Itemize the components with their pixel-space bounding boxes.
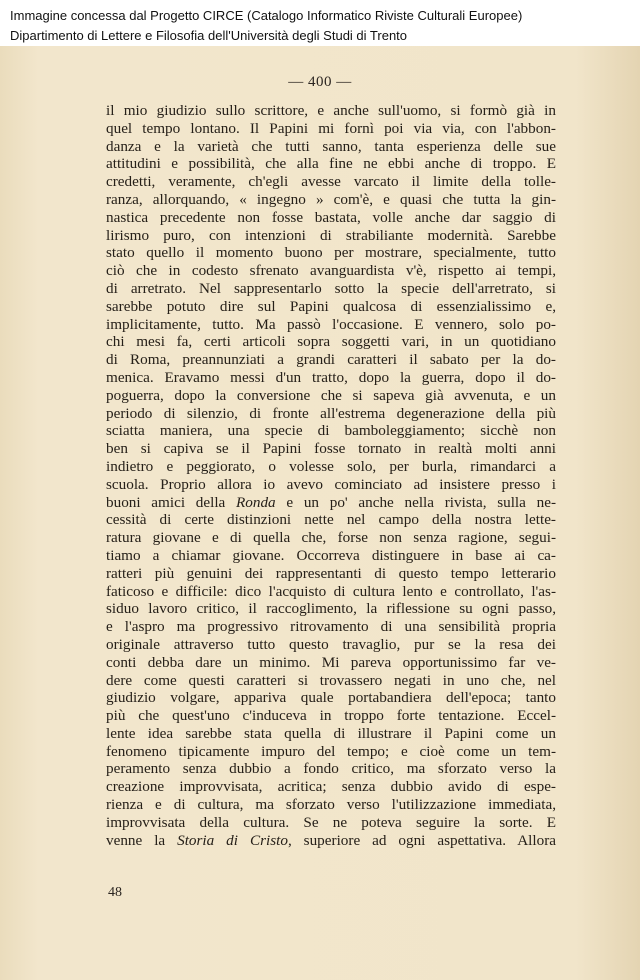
- text-line: siduo lavoro critico, il raccoglimento, la riflessione su ogni passo,: [106, 600, 556, 618]
- text-line: ratteri più genuini dei rappresentanti di questo tempo letterario: [106, 564, 556, 582]
- source-banner: [0, 0, 640, 46]
- banner-department-line: Dipartimento di Lettere e Filosofia dell'Università degli Studi di Trento: [10, 28, 408, 43]
- text-line: chi mesi fa, certi articoli sopra soggetti vari, in un quotidiano: [106, 333, 556, 351]
- body-text: [106, 102, 556, 849]
- text-line: fenomeno tipicamente impuro del tempo; e cioè come un tem-: [106, 742, 556, 760]
- text-line: di Roma, preannunziati a grandi caratteri il sabato per la do-: [106, 351, 556, 369]
- text-line: quel tempo lontano. Il Papini mi fornì poi via via, con l'abbon-: [106, 119, 556, 137]
- text-line: cessità di certe distinzioni nette nel campo della nostra lette-: [106, 511, 556, 529]
- text-line: il mio giudizio sullo scrittore, e anche sull'uomo, si formò già in: [106, 102, 556, 119]
- text-line: giudizio volgare, appariva quale portabandiera dell'epoca; tanto: [106, 689, 556, 707]
- text-line: indietro e peggiorato, o volesse solo, per burla, rimandarci a: [106, 457, 556, 475]
- text-line: tiamo a chiamar giovane. Occorreva distinguere in base ai ca-: [106, 546, 556, 564]
- text-line: faticoso e difficile: dico l'acquisto di cultura lento e controllato, l'as-: [106, 582, 556, 600]
- text-line: rienza e di cultura, ma sforzato verso l'utilizzazione immediata,: [106, 796, 556, 814]
- text-line: ranza, allorquando, « ingegno » com'è, e quasi che tutta la gin-: [106, 190, 556, 208]
- text-line: implicitamente, tutto. Ma passò l'occasione. E vennero, solo po-: [106, 315, 556, 333]
- text-line: buoni amici della Ronda e un po' anche nella rivista, sulla ne-: [106, 493, 556, 511]
- text-line: ratura giovane e di quella che, forse non senza ragione, segui-: [106, 529, 556, 547]
- page-footer-number: 48: [108, 885, 122, 900]
- text-line: lente idea sarebbe stata quella di illustrare il Papini come un: [106, 724, 556, 742]
- banner-credit-line: Immagine concessa dal Progetto CIRCE (Catalogo Informatico Riviste Culturali Europee): [10, 8, 523, 23]
- text-line: scuola. Proprio allora io avevo cominciato ad insistere presso i: [106, 475, 556, 493]
- text-line: conti debba dare un minimo. Mi pareva opportunissimo far ve-: [106, 653, 556, 671]
- text-line: dere come questi caratteri si trovassero negati in uno che, nel: [106, 671, 556, 689]
- text-line: ciò che in codesto sfrenato avanguardista v'è, rispetto ai tempi,: [106, 262, 556, 280]
- text-line: poguerra, dopo la conversione che si sapeva già avvenuta, e un: [106, 386, 556, 404]
- text-line: improvvisata della cultura. Se ne poteva seguire la sorte. E: [106, 813, 556, 831]
- text-line: creazione improvvisata, acritica; senza dubbio avido di espe-: [106, 778, 556, 796]
- text-line: peramento senza dubbio a fondo critico, ma sforzato verso la: [106, 760, 556, 778]
- text-line: periodo di silenzio, di fronte all'estrema degenerazione della più: [106, 404, 556, 422]
- text-line: sarebbe potuto dire sul Papini qualcosa di essenzialissimo e,: [106, 297, 556, 315]
- text-line: e l'aspro ma progressivo ritrovamento di una sensibilità propria: [106, 618, 556, 636]
- text-line: venne la Storia di Cristo, superiore ad ogni aspettativa. Allora: [106, 831, 556, 849]
- text-line: menica. Eravamo messi d'un tratto, dopo la guerra, dopo il do-: [106, 368, 556, 386]
- text-line: attitudini e possibilità, che alla fine ne ebbi anche di troppo. E: [106, 155, 556, 173]
- page-header-number: — 400 —: [288, 74, 352, 90]
- text-line: credetti, veramente, ch'egli avesse varcato il limite della tolle-: [106, 173, 556, 191]
- text-line: originale attraverso tutto questo travaglio, pur se la resa dei: [106, 635, 556, 653]
- text-line: sciatta maniera, una specie di bamboleggiamento; sicchè non: [106, 422, 556, 440]
- text-line: ben si capiva se il Papini fosse tornato in realtà molti anni: [106, 440, 556, 458]
- text-line: danza e la varietà che tutti sanno, tanta esperienza delle sue: [106, 137, 556, 155]
- text-line: lirismo puro, con intenzioni di strabiliante modernità. Sarebbe: [106, 226, 556, 244]
- text-line: di arretrato. Nel sappresentarlo sotto la specie dell'arretrato, si: [106, 279, 556, 297]
- text-line: nastica precedente non fosse bastata, volle anche dar saggio di: [106, 208, 556, 226]
- text-line: più che quest'uno c'induceva in troppo forte tentazione. Eccel-: [106, 707, 556, 725]
- text-line: stato quello il momento buono per mostrare, specialmente, tutto: [106, 244, 556, 262]
